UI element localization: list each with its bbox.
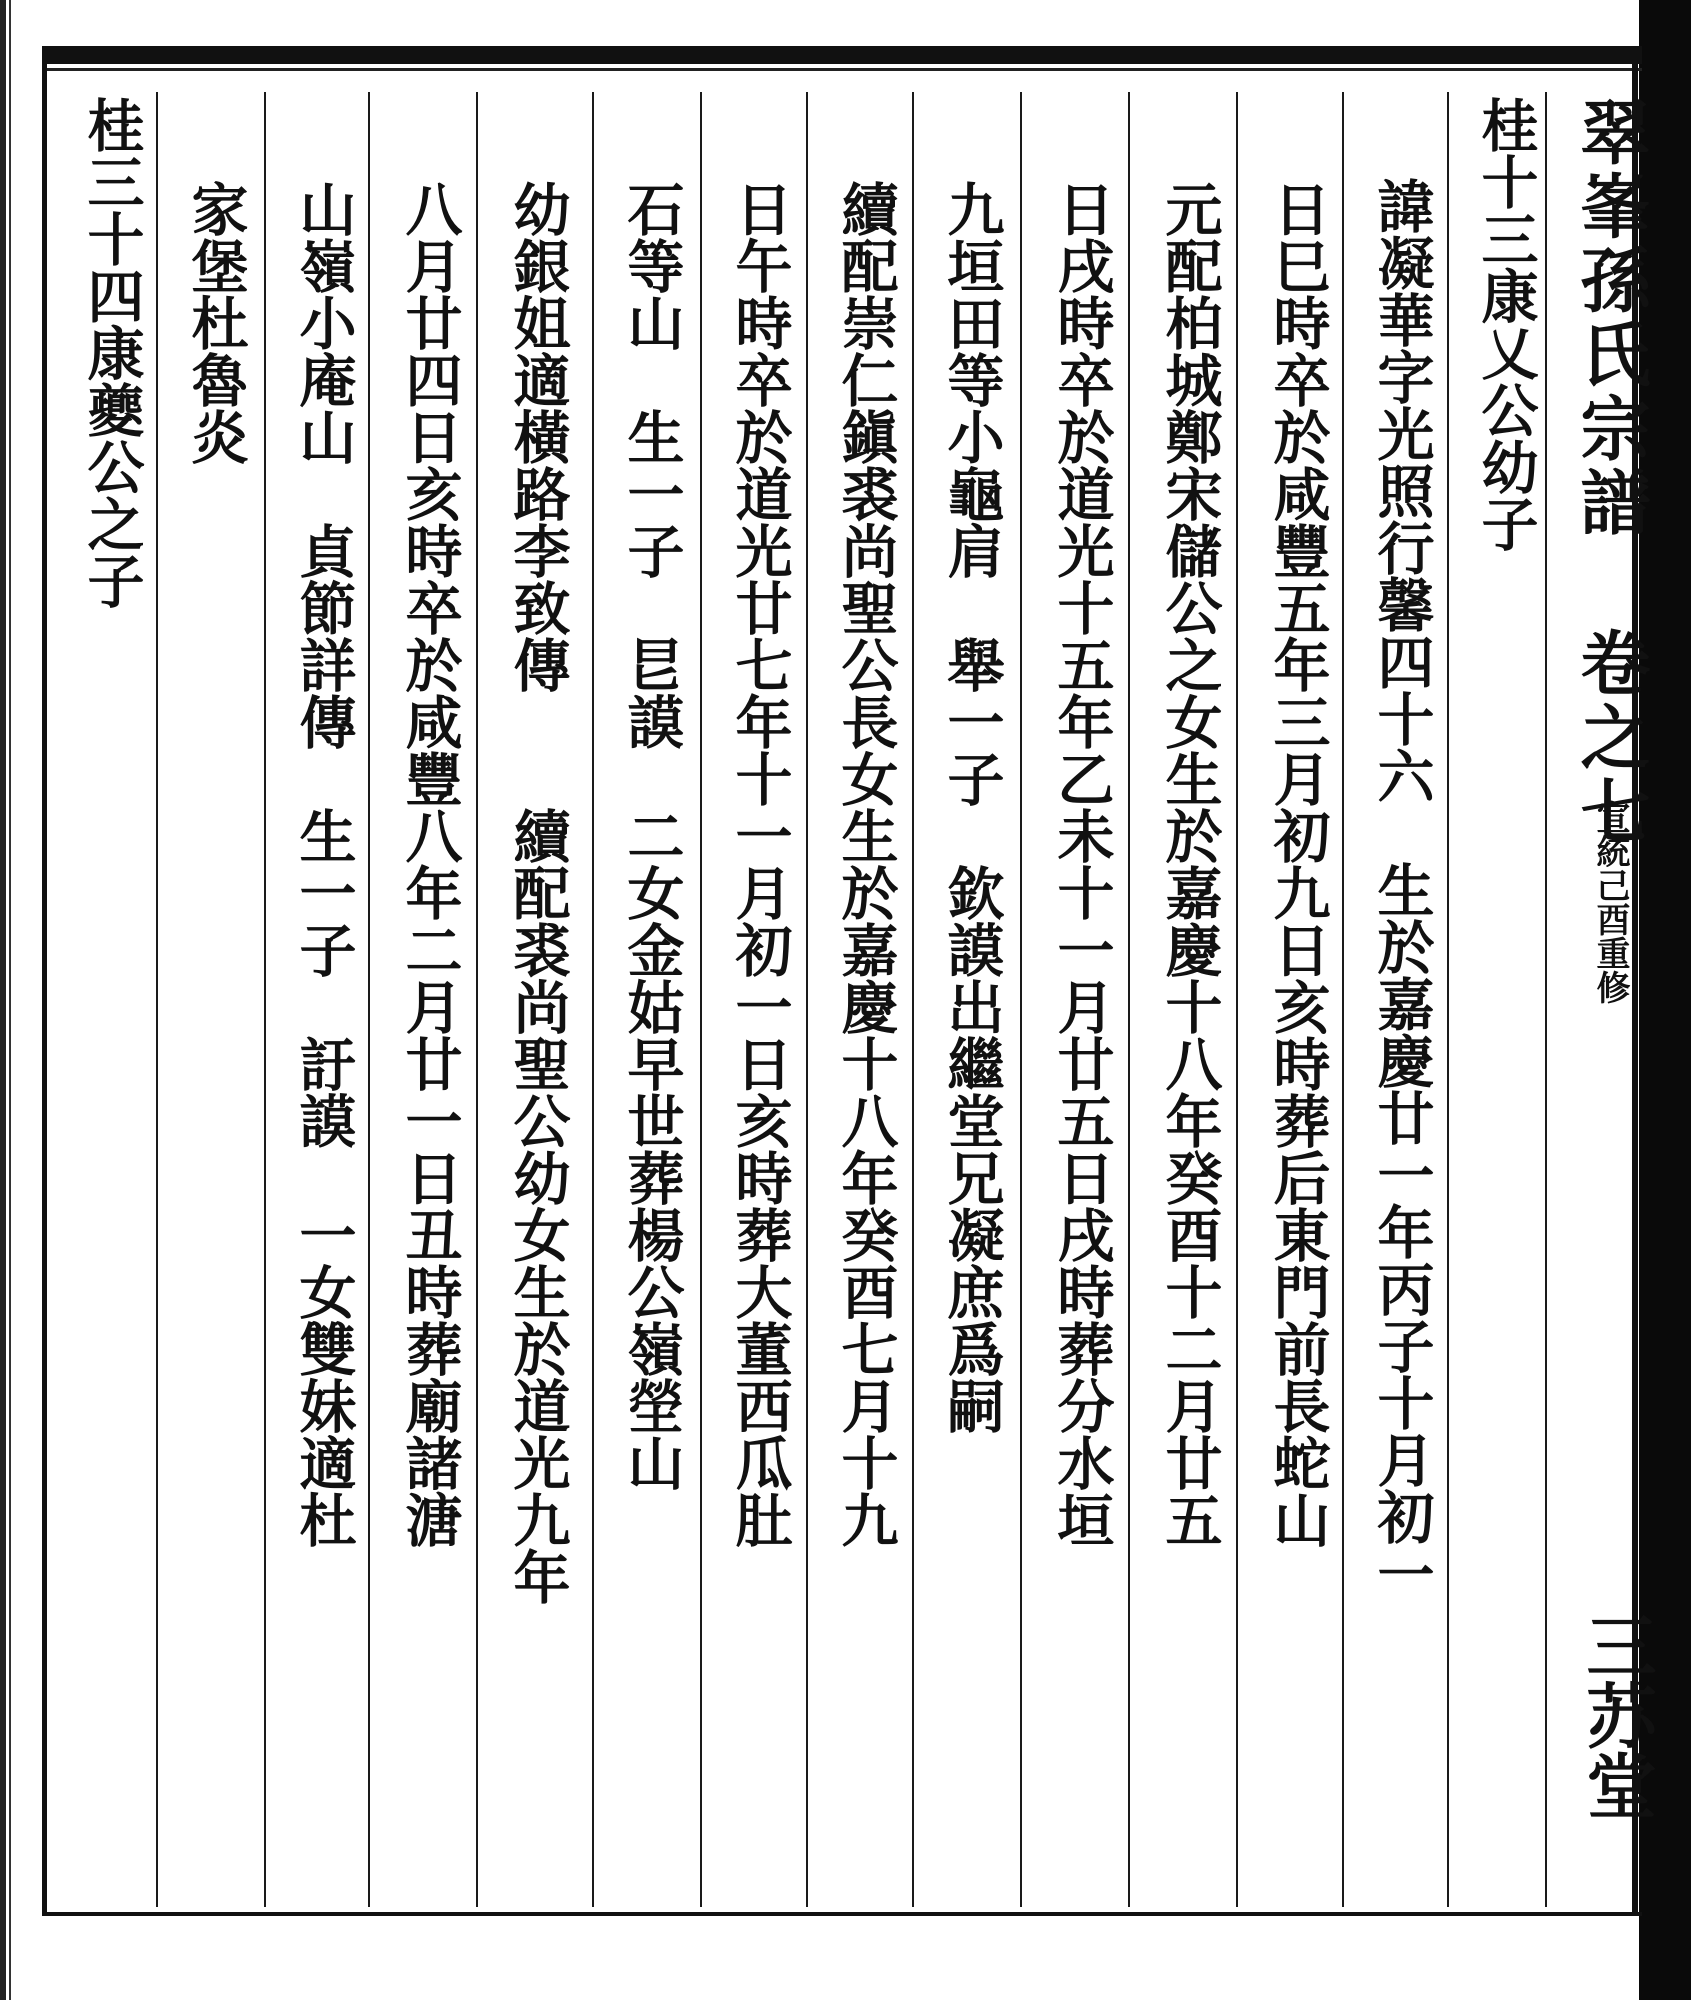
text-column-12: 山嶺小庵山 貞節詳傳 生一子 訏謨 一女雙妹適杜 bbox=[290, 180, 357, 1548]
book-title: 翠峯孫氏宗譜 卷之七 bbox=[1569, 96, 1652, 849]
column-rule bbox=[700, 92, 702, 1907]
text-column-2: 諱凝華字光照行馨四十六 生於嘉慶廿一年丙子十月初一 bbox=[1368, 120, 1435, 1602]
text-column-4: 元配柏城鄭宋儲公之女生於嘉慶十八年癸酉十二月廿五 bbox=[1156, 180, 1223, 1548]
text-column-9: 石等山 生一子 㫐謨 二女金姑早世葬楊公嶺塋山 bbox=[618, 180, 685, 1491]
column-rule bbox=[806, 92, 808, 1907]
text-column-5: 日戌時卒於道光十五年乙未十一月廿五日戌時葬分水垣 bbox=[1048, 180, 1115, 1548]
column-rule bbox=[476, 92, 478, 1907]
column-rule bbox=[264, 92, 266, 1907]
column-rule bbox=[592, 92, 594, 1907]
text-column-13: 家堡杜魯炎 bbox=[182, 180, 249, 465]
column-rule bbox=[1447, 92, 1449, 1907]
page-frame-top bbox=[42, 46, 1642, 64]
column-rule bbox=[1128, 92, 1130, 1907]
edition-note: 宣統己酉重修 bbox=[1590, 800, 1630, 1004]
column-rule bbox=[1545, 92, 1547, 1907]
text-column-3: 日巳時卒於咸豐五年三月初九日亥時葬后東門前長蛇山 bbox=[1264, 180, 1331, 1548]
column-rule bbox=[1020, 92, 1022, 1907]
text-column-11: 八月廿四日亥時卒於咸豐八年二月廿一日丑時葬廟諸溏 bbox=[396, 180, 463, 1548]
column-rule bbox=[1236, 92, 1238, 1907]
column-rule bbox=[368, 92, 370, 1907]
text-column-10: 幼銀姐適橫路李致傳 續配裘尚聖公幼女生於道光九年 bbox=[504, 180, 571, 1605]
text-column-8: 日午時卒於道光廿七年十一月初一日亥時葬大董西瓜肚 bbox=[726, 180, 793, 1548]
text-column-1: 桂十三康乂公幼子 bbox=[1472, 96, 1539, 552]
column-rule bbox=[1342, 92, 1344, 1907]
hall-name: 三苏堂 bbox=[1575, 1610, 1658, 1820]
scan-edge-left bbox=[0, 0, 14, 2000]
column-rule bbox=[912, 92, 914, 1907]
text-column-6: 九垣田等小龜肩 舉一子 欽謨出繼堂兄凝庶爲嗣 bbox=[938, 180, 1005, 1434]
text-column-14: 桂三十四康夔公之子 bbox=[78, 96, 145, 609]
column-rule bbox=[156, 92, 158, 1907]
page-frame-bottom bbox=[42, 1912, 1642, 1916]
text-column-7: 續配崇仁鎭裘尚聖公長女生於嘉慶十八年癸酉七月十九 bbox=[832, 180, 899, 1548]
page-frame-left bbox=[42, 46, 47, 1916]
